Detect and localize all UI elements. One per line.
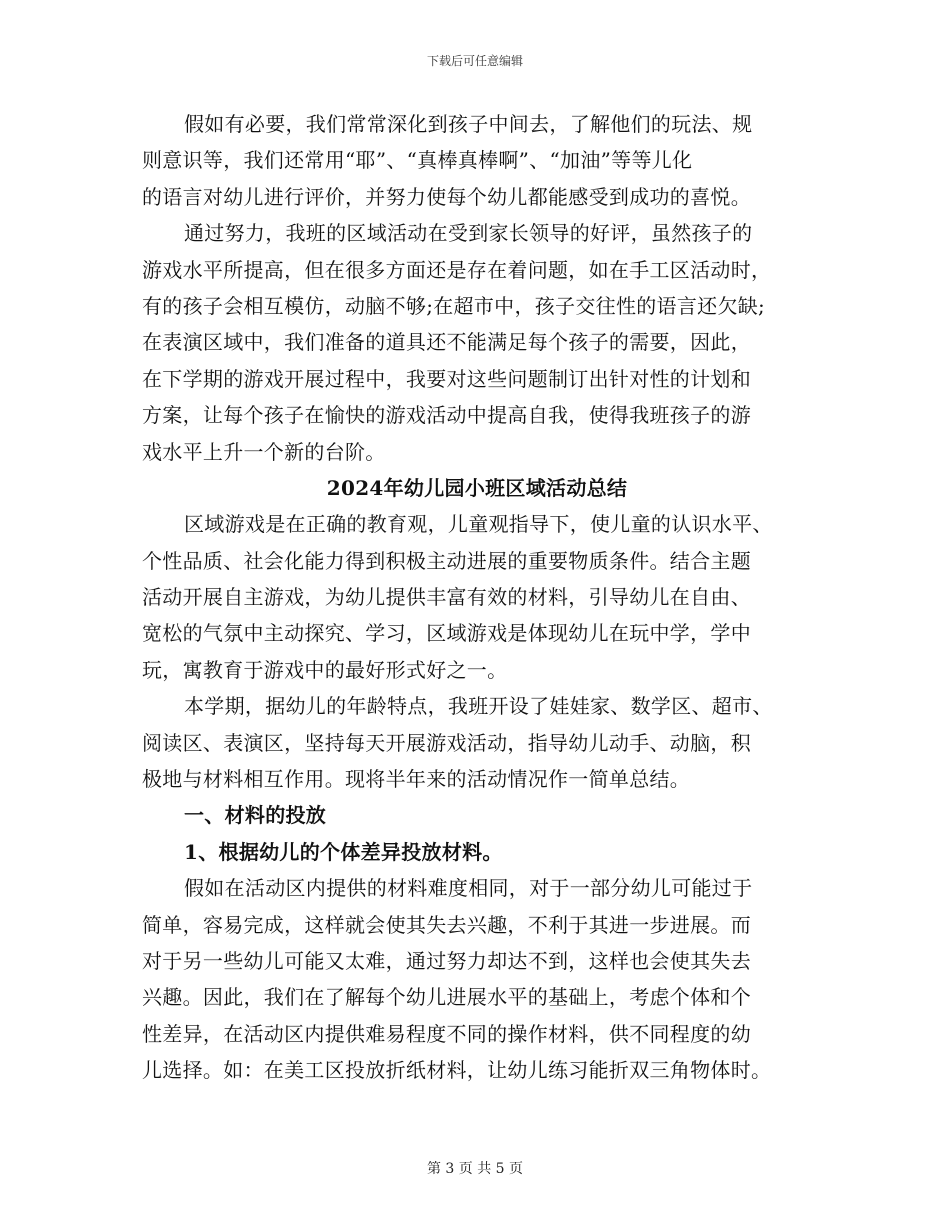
paragraph-line: 假如在活动区内提供的材料难度相同，对于一部分幼儿可能过于	[184, 876, 753, 901]
paragraph-line: 活动开展自主游戏，为幼儿提供丰富有效的材料，引导幼儿在自由、	[142, 585, 751, 610]
page-header: 下载后可任意编辑	[426, 54, 523, 68]
paragraph-line: 戏水平上升一个新的台阶。	[142, 439, 386, 464]
page-number: 第 3 页 共 5 页	[426, 1161, 524, 1177]
paragraph-line: 游戏水平所提高，但在很多方面还是存在着问题，如在手工区活动时，	[142, 257, 772, 282]
paragraph-line: 通过努力，我班的区域活动在受到家长领导的好评，虽然孩子的	[184, 221, 753, 246]
paragraph-line: 简单，容易完成，这样就会使其失去兴趣，不利于其进一步进展。而	[142, 912, 751, 937]
section-heading: 一、材料的投放	[184, 803, 327, 828]
paragraph-line: 的语言对幼儿进行评价，并努力使每个幼儿都能感受到成功的喜悦。	[142, 184, 751, 209]
paragraph-line: 有的孩子会相互模仿，动脑不够;在超市中，孩子交往性的语言还欠缺;	[142, 293, 766, 318]
paragraph-line: 阅读区、表演区，坚持每天开展游戏活动，指导幼儿动手、动脑，积	[142, 730, 751, 755]
paragraph-line: 极地与材料相互作用。现将半年来的活动情况作一简单总结。	[142, 767, 691, 792]
document-title: 2024年幼儿园小班区域活动总结	[326, 475, 628, 500]
paragraph-line: 性差异，在活动区内提供难易程度不同的操作材料，供不同程度的幼	[142, 1021, 751, 1046]
paragraph-line: 在表演区域中，我们准备的道具还不能满足每个孩子的需要，因此，	[142, 330, 751, 355]
paragraph-line: 对于另一些幼儿可能又太难，通过努力却达不到，这样也会使其失去	[142, 948, 751, 973]
document-body	[142, 106, 812, 1089]
paragraph-line: 区域游戏是在正确的教育观，儿童观指导下，使儿童的认识水平、	[184, 512, 773, 537]
paragraph-line: 在下学期的游戏开展过程中，我要对这些问题制订出针对性的计划和	[142, 366, 751, 391]
paragraph-line: 本学期，据幼儿的年龄特点，我班开设了娃娃家、数学区、超市、	[184, 694, 773, 719]
paragraph-line: 则意识等，我们还常用“耶”、“真棒真棒啊”、“加油”等等儿化	[142, 148, 693, 173]
paragraph-line: 儿选择。如：在美工区投放折纸材料，让幼儿练习能折双三角物体时。	[142, 1058, 772, 1083]
paragraph-line: 个性品质、社会化能力得到积极主动进展的重要物质条件。结合主题	[142, 548, 751, 573]
paragraph-line: 玩，寓教育于游戏中的最好形式好之一。	[142, 657, 508, 682]
subsection-heading: 1、根据幼儿的个体差异投放材料。	[184, 839, 503, 864]
paragraph-line: 兴趣。因此，我们在了解每个幼儿进展水平的基础上，考虑个体和个	[142, 985, 751, 1010]
paragraph-line: 方案，让每个孩子在愉快的游戏活动中提高自我，使得我班孩子的游	[142, 403, 751, 428]
paragraph-line: 假如有必要，我们常常深化到孩子中间去，了解他们的玩法、规	[184, 112, 753, 136]
paragraph-line: 宽松的气氛中主动探究、学习，区域游戏是体现幼儿在玩中学，学中	[142, 621, 751, 646]
